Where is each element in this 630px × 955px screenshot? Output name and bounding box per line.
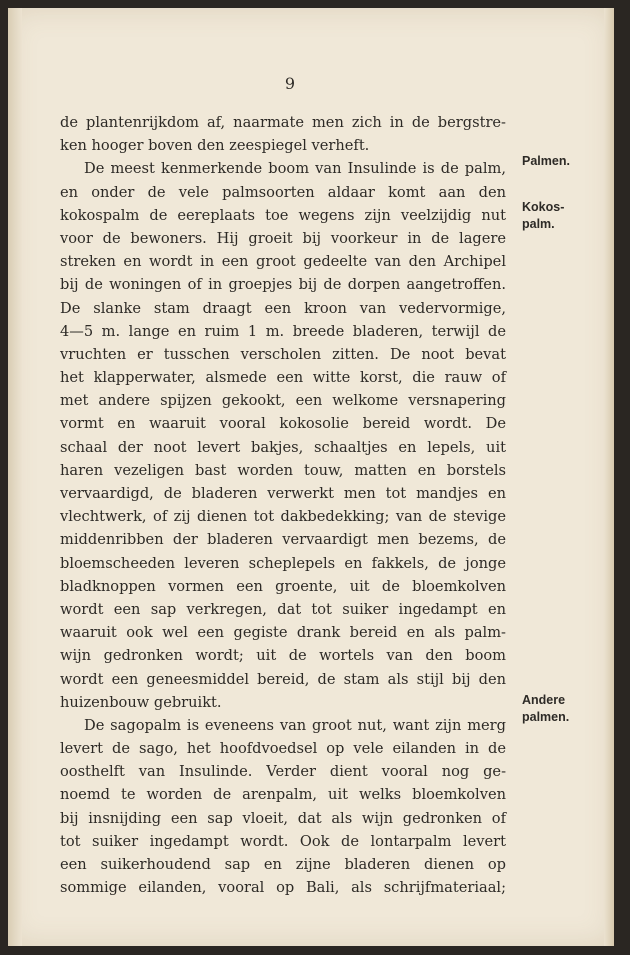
text-line: streken en wordt in een groot gedeelte van den Archipel xyxy=(60,253,506,271)
margin-note-text: Kokos- xyxy=(522,200,565,214)
text-line: de plantenrijkdom af, naarmate men zich in de bergstre- xyxy=(60,114,506,131)
book-page xyxy=(8,8,614,946)
text-line: en onder de vele palmsoorten aldaar komt aan den xyxy=(60,183,506,201)
margin-note-andere-palmen xyxy=(522,692,569,726)
margin-note-text: Palmen. xyxy=(522,154,570,168)
page-number: 9 xyxy=(284,74,296,93)
text-line: waaruit ook wel een gegiste drank bereid en als palm- xyxy=(60,624,506,642)
text-line: vlechtwerk, of zij dienen tot dakbedekking; van de stevige xyxy=(60,508,506,526)
text-line: wordt een geneesmiddel bereid, de stam als stijl bij den xyxy=(60,670,506,688)
text-line: wordt een sap verkregen, dat tot suiker ingedampt en xyxy=(60,600,506,618)
text-line: middenribben der bladeren vervaardigt men bezems, de xyxy=(60,531,506,549)
text-line: vervaardigd, de bladeren verwerkt men tot mandjes en xyxy=(60,485,506,502)
text-line: met andere spijzen gekookt, een welkome versnapering xyxy=(60,392,506,410)
page-spine-shadow xyxy=(8,8,22,946)
text-line: vruchten er tusschen verscholen zitten. De noot bevat xyxy=(60,345,506,363)
text-line: schaal der noot levert bakjes, schaaltjes en lepels, uit xyxy=(60,438,506,456)
text-line: tot suiker ingedampt wordt. Ook de lontarpalm levert xyxy=(60,832,506,850)
text-line: bloemscheeden leveren scheplepels en fakkels, de jonge xyxy=(60,554,506,572)
margin-note-text: palm. xyxy=(522,217,555,231)
text-line: een suikerhoudend sap en zijne bladeren dienen op xyxy=(60,856,506,873)
text-line: voor de bewoners. Hij groeit bij voorkeur in de lagere xyxy=(60,229,506,247)
text-line: kokospalm de eereplaats toe wegens zijn veelzijdig nut xyxy=(60,206,506,224)
text-line: vormt en waaruit vooral kokosolie bereid wordt. De xyxy=(60,415,506,433)
text-line: 4—5 m. lange en ruim 1 m. breede bladeren, terwijl de xyxy=(60,322,506,340)
text-line: bladknoppen vormen een groente, uit de bloemkolven xyxy=(60,577,506,595)
text-line: het klapperwater, alsmede een witte korst, die rauw of xyxy=(60,369,506,387)
body-text xyxy=(60,111,506,899)
text-line: wijn gedronken wordt; uit de wortels van den boom xyxy=(60,647,506,665)
page-edge xyxy=(604,8,614,946)
text-line: haren vezeligen bast worden touw, matten en borstels xyxy=(60,461,506,479)
text-line: oosthelft van Insulinde. Verder dient vooral nog ge- xyxy=(60,763,506,781)
text-line: bij de woningen of in groepjes bij de dorpen aangetroffen. xyxy=(60,276,506,294)
text-line: De meest kenmerkende boom van Insulinde is de palm, xyxy=(84,160,506,178)
text-line: bij insnijding een sap vloeit, dat als wijn gedronken of xyxy=(60,809,506,827)
text-line: noemd te worden de arenpalm, uit welks bloemkolven xyxy=(60,786,506,804)
margin-note-text: Andere xyxy=(522,693,566,707)
text-line: De sagopalm is eveneens van groot nut, want zijn merg xyxy=(84,716,506,734)
margin-note-kokospalm xyxy=(522,199,564,233)
margin-note-palmen xyxy=(522,153,570,170)
text-line: huizenbouw gebruikt. xyxy=(60,693,222,711)
margin-note-text: palmen. xyxy=(522,710,570,724)
text-line: De slanke stam draagt een kroon van vedervormige, xyxy=(60,299,506,317)
text-line: ken hooger boven den zeespiegel verheft. xyxy=(60,137,370,155)
text-line: sommige eilanden, vooral op Bali, als schrijfmateriaal; xyxy=(60,879,506,897)
text-line: levert de sago, het hoofdvoedsel op vele eilanden in de xyxy=(60,740,506,758)
